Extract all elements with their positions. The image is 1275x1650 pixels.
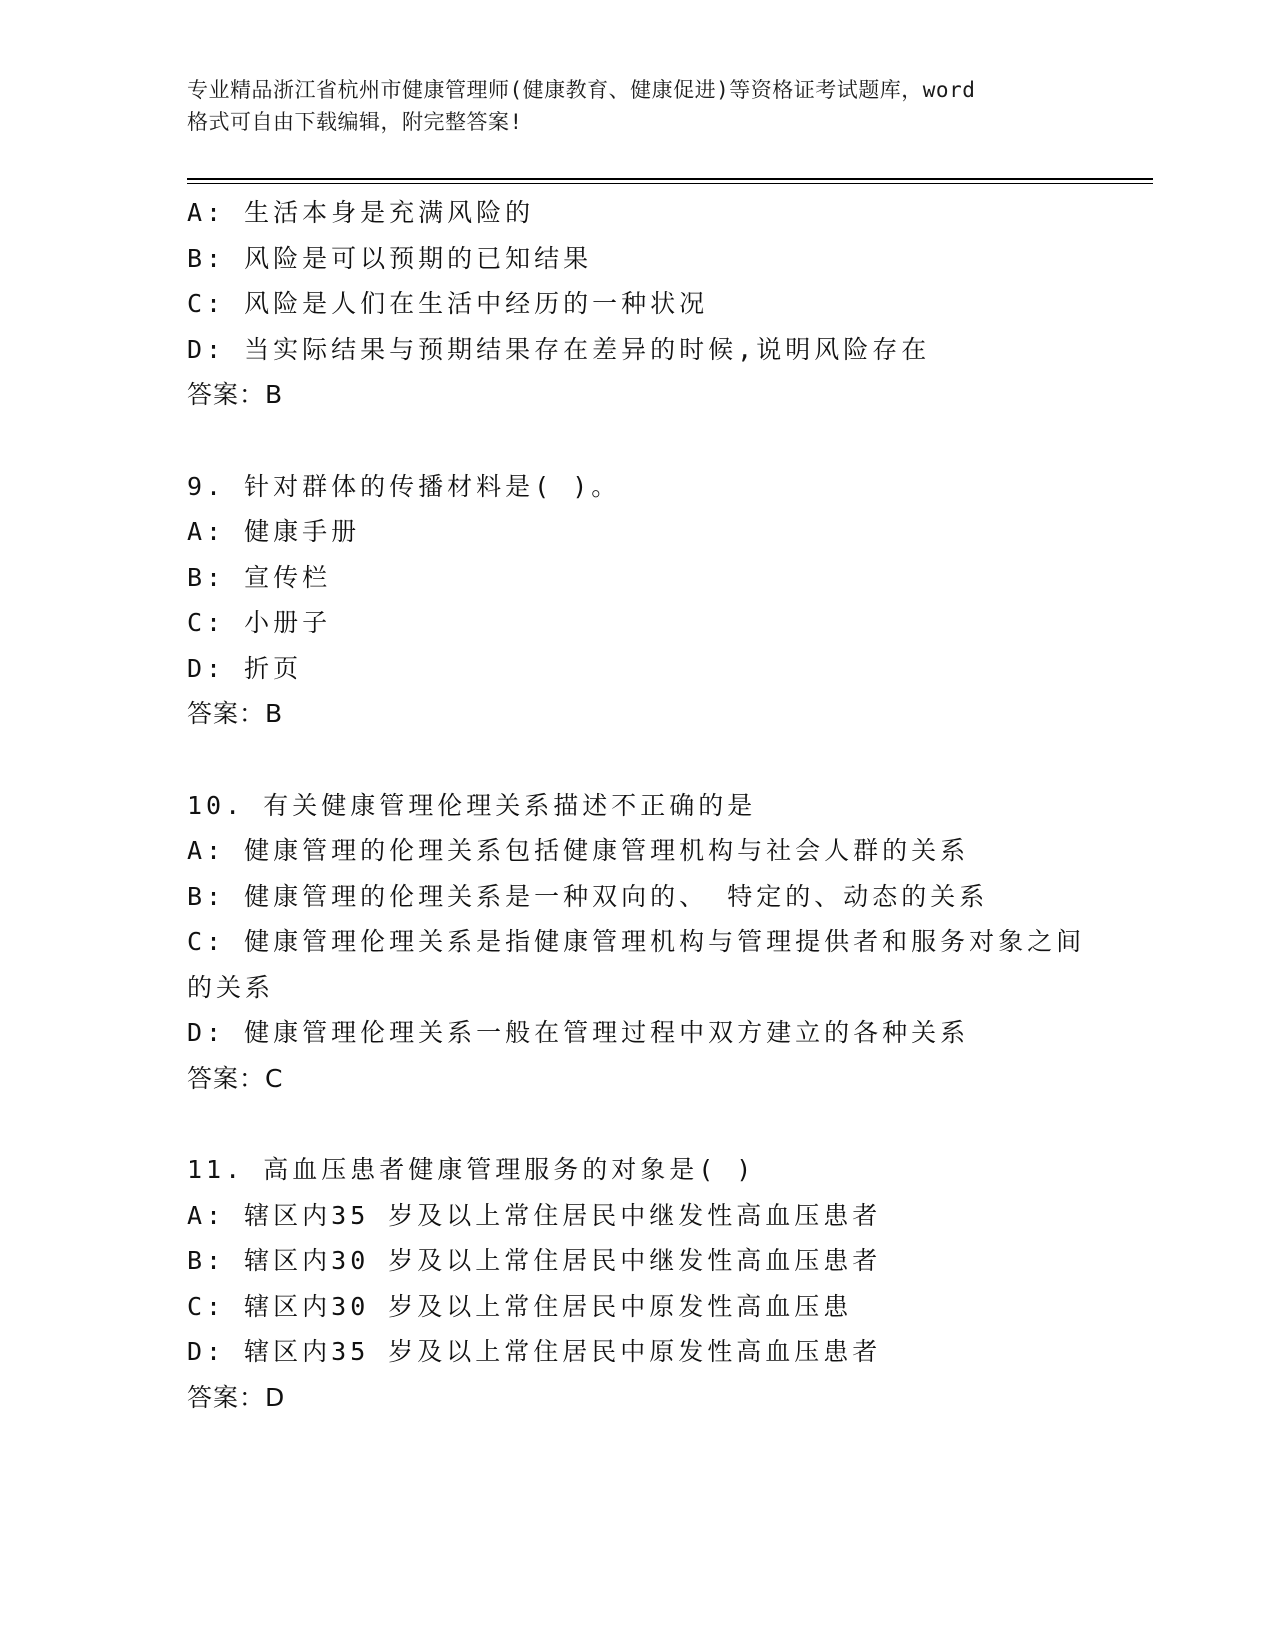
option-a: A: 健康手册: [187, 517, 361, 546]
option-b: B: 宣传栏: [187, 562, 332, 592]
question-9: [187, 464, 1087, 737]
option-a: A: 生活本身是充满风险的: [187, 198, 535, 227]
spacer: [187, 418, 1087, 464]
option-c: C: 小册子: [187, 608, 332, 637]
question-10: [187, 783, 1087, 1102]
option-d: D: 辖区内35 岁及以上常住居民中原发性高血压患者: [187, 1337, 882, 1366]
option-a: A: 辖区内35 岁及以上常住居民中继发性高血压患者: [187, 1200, 882, 1230]
option-b: B: 风险是可以预期的已知结果: [187, 243, 593, 273]
spacer: [187, 737, 1087, 783]
document-header: [187, 74, 1087, 138]
option-c: C: 风险是人们在生活中经历的一种状况: [187, 289, 709, 318]
option-b: B: 健康管理的伦理关系是一种双向的、 特定的、动态的关系: [187, 881, 989, 911]
option-d: D: 当实际结果与预期结果存在差异的时候,说明风险存在: [187, 334, 931, 364]
option-c-continued: 的关系: [187, 972, 275, 1002]
question-stem: 11. 高血压患者健康管理服务的对象是( ): [187, 1155, 756, 1184]
question-partial: [187, 190, 1087, 418]
answer-label: 答案：B: [187, 699, 284, 728]
question-stem: 10. 有关健康管理伦理关系描述不正确的是: [187, 790, 757, 820]
answer-label: 答案：C: [187, 1063, 284, 1093]
header-divider-thick: [187, 178, 1153, 180]
option-c: C: 健康管理伦理关系是指健康管理机构与管理提供者和服务对象之间: [187, 927, 1086, 956]
answer-label: 答案：D: [187, 1382, 286, 1412]
option-a: A: 健康管理的伦理关系包括健康管理机构与社会人群的关系: [187, 836, 970, 865]
option-d: D: 折页: [187, 653, 303, 683]
option-d: D: 健康管理伦理关系一般在管理过程中双方建立的各种关系: [187, 1018, 970, 1047]
answer-label: 答案：B: [187, 380, 284, 409]
question-11: [187, 1147, 1087, 1420]
header-line-2: 格式可自由下载编辑，附完整答案!: [187, 110, 523, 134]
option-c: C: 辖区内30 岁及以上常住居民中原发性高血压患: [187, 1291, 853, 1321]
header-line-1: 专业精品浙江省杭州市健康管理师(健康教育、健康促进)等资格证考试题库，word: [187, 78, 976, 102]
spacer: [187, 1101, 1087, 1147]
option-b: B: 辖区内30 岁及以上常住居民中继发性高血压患者: [187, 1246, 882, 1275]
question-stem: 9. 针对群体的传播材料是( )。: [187, 471, 621, 501]
question-content: [187, 190, 1087, 1420]
header-divider-thin: [187, 183, 1153, 184]
